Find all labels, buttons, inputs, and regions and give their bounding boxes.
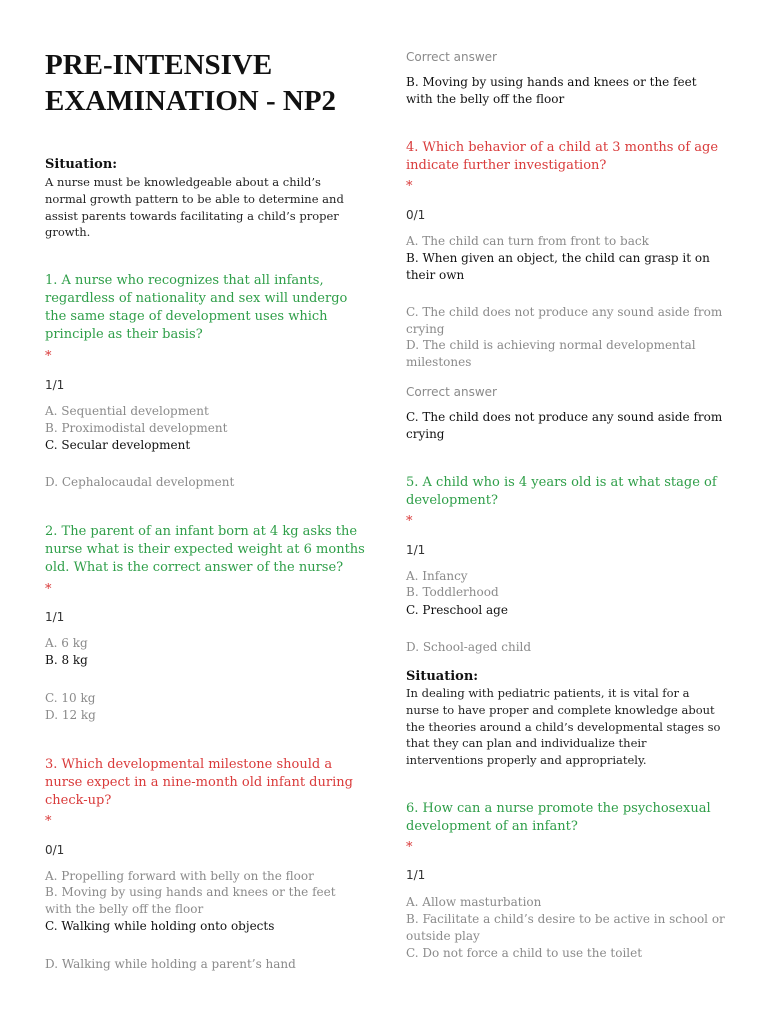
- required-star: *: [406, 514, 413, 529]
- question-2-option-d[interactable]: D. 12 kg: [45, 708, 96, 722]
- question-1-option-b[interactable]: B. Proximodistal development: [45, 421, 228, 435]
- question-6-score: 1/1: [406, 868, 426, 882]
- question-2-text: 2. The parent of an infant born at 4 kg asks the nurse what is their expected weight at 6 months old. What is the correct answer of the nurse?: [45, 524, 365, 575]
- question-6-option-c[interactable]: C. Do not force a child to use the toilet: [406, 946, 643, 960]
- question-5-text: 5. A child who is 4 years old is at what stage of development?: [406, 475, 717, 508]
- required-star: *: [45, 349, 52, 364]
- question-1-option-d[interactable]: D. Cephalocaudal development: [45, 475, 235, 489]
- page-title: [45, 47, 365, 119]
- question-1-option-c-selected[interactable]: C. Secular development: [45, 438, 191, 452]
- question-6-option-a[interactable]: A. Allow masturbation: [406, 895, 542, 909]
- question-3-correct-heading: Correct answer: [406, 50, 497, 64]
- question-4-correct-answer: C. The child does not produce any sound aside from crying: [406, 410, 723, 441]
- situation-text: In dealing with pediatric patients, it is vital for a nurse to have proper and complete knowledge about the theories around a child’s developmental stages so that they can plan and individualize their interventions properly and appropriately.: [406, 686, 721, 768]
- required-star: *: [45, 582, 52, 597]
- question-3-option-b[interactable]: B. Moving by using hands and knees or the feet with the belly off the floor: [45, 885, 336, 916]
- question-3-option-d[interactable]: D. Walking while holding a parent’s hand: [45, 957, 296, 971]
- question-4-text: 4. Which behavior of a child at 3 months of age indicate further investigation?: [406, 140, 719, 173]
- situation-heading: Situation:: [406, 669, 479, 684]
- question-5-score: 1/1: [406, 543, 426, 557]
- question-5-option-d[interactable]: D. School-aged child: [406, 640, 532, 654]
- title-line-1: PRE-INTENSIVE: [45, 49, 273, 81]
- question-3-text: 3. Which developmental milestone should a nurse expect in a nine-month old infant during check-up?: [45, 757, 353, 808]
- question-1-option-a[interactable]: A. Sequential development: [45, 404, 209, 418]
- question-4-option-b-selected[interactable]: B. When given an object, the child can grasp it on their own: [406, 251, 710, 282]
- question-3-correct-answer: B. Moving by using hands and knees or the feet with the belly off the floor: [406, 75, 697, 106]
- situation-heading: Situation:: [45, 157, 118, 172]
- question-3-option-a[interactable]: A. Propelling forward with belly on the floor: [45, 869, 314, 883]
- question-3-option-c-selected[interactable]: C. Walking while holding onto objects: [45, 919, 275, 933]
- question-1-text: 1. A nurse who recognizes that all infants, regardless of nationality and sex will undergo the same stage of development uses which principle as their basis?: [45, 273, 348, 342]
- question-3-score: 0/1: [45, 843, 65, 857]
- required-star: *: [406, 179, 413, 194]
- required-star: *: [406, 840, 413, 855]
- question-2-option-a[interactable]: A. 6 kg: [45, 636, 88, 650]
- situation-text: A nurse must be knowledgeable about a child’s normal growth pattern to be able to determine and assist parents towards facilitating a child’s proper growth.: [45, 175, 344, 240]
- question-5-option-a[interactable]: A. Infancy: [406, 569, 468, 583]
- title-line-2: EXAMINATION - NP2: [45, 85, 337, 117]
- question-2-option-b-selected[interactable]: B. 8 kg: [45, 653, 88, 667]
- question-4-correct-heading: Correct answer: [406, 385, 497, 399]
- question-1-score: 1/1: [45, 378, 65, 392]
- question-2-option-c[interactable]: C. 10 kg: [45, 691, 96, 705]
- question-4-option-a[interactable]: A. The child can turn from front to back: [406, 234, 649, 248]
- required-star: *: [45, 814, 52, 829]
- question-5-option-c-selected[interactable]: C. Preschool age: [406, 603, 508, 617]
- question-6-option-b[interactable]: B. Facilitate a child’s desire to be active in school or outside play: [406, 912, 725, 943]
- question-4-option-d[interactable]: D. The child is achieving normal developmental milestones: [406, 338, 696, 369]
- question-2-score: 1/1: [45, 610, 65, 624]
- question-4-score: 0/1: [406, 208, 426, 222]
- question-6-text: 6. How can a nurse promote the psychosexual development of an infant?: [406, 801, 711, 834]
- question-4-option-c[interactable]: C. The child does not produce any sound aside from crying: [406, 305, 723, 336]
- question-5-option-b[interactable]: B. Toddlerhood: [406, 585, 499, 599]
